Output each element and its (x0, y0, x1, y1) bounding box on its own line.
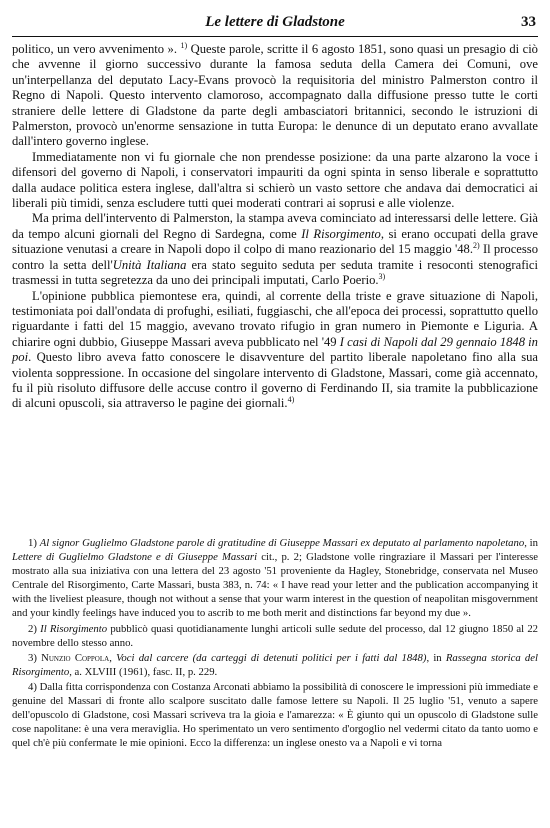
italic-title: Voci dal carcere (da carteggi di detenuti politici per i fatti dal 1848) (116, 651, 427, 664)
italic-title: Al signor Guglielmo Gladstone parole di gratitudine di Giuseppe Massari ex deputato al parlamento napoletano (39, 537, 525, 549)
text-run: , (109, 651, 117, 664)
text-run: , si erano occupati della grave situazione venutasi a creare in Napoli dopo il colpo di mano reazionario del 15 maggio '48. (12, 226, 539, 257)
text-run: , in (524, 537, 538, 549)
italic-title: Lettere di Guglielmo Gladstone e di Giuseppe Massari (12, 551, 258, 564)
main-text (12, 42, 538, 412)
footnote-number: 2) (28, 622, 37, 635)
text-run: , a. XLVIII (1961), fasc. II, p. 229. (69, 665, 218, 678)
footnote-2 (12, 622, 538, 650)
paragraph-1 (12, 42, 538, 150)
header-rule (12, 36, 538, 37)
text-run: Ma prima dell'intervento di Palmerston, la stampa aveva cominciato ad interessarsi delle lettere. Già da tempo alcuni giornali del Regno di Sardegna, come (12, 211, 538, 241)
footnote-1 (12, 536, 538, 621)
text-run: Il processo contro la setta dell' (12, 242, 538, 272)
italic-title: Rassegna storica del Risorgimento (12, 651, 538, 678)
running-title: Le lettere di Gladstone (205, 14, 345, 30)
italic-title: I casi di Napoli dal 29 gennaio 1848 in poi (12, 334, 538, 365)
footnote-ref[interactable]: 4) (287, 395, 295, 405)
footnote-3 (12, 651, 538, 679)
footnote-number: 4) (28, 680, 37, 693)
text-run: Queste parole, scritte il 6 agosto 1851, sono quasi un presagio di ciò che avvenne il giorno successivo durante la famosa seduta della Camera dei Comuni, ove un'interpellanza del deputato Lacy-Evans provocò la requisitoria del ministro Palmerston contro il Regno di Napoli. Questo intervento clamoroso, accompagnato dalla diffusione presso tutte le corti straniere delle lettere di Gladstone da parte degli ambasciatori britannici, secondo le istruzioni di Palmerston, provocò un'enorme sensazione in tutta Europa: le denunce di un deputato erano avvallate dall'intero governo inglese. (12, 42, 538, 149)
paragraph-3 (12, 211, 538, 288)
text-run: , in (426, 651, 446, 664)
italic-title: Unità Italiana (112, 257, 187, 272)
footnote-number: 1) (28, 537, 37, 549)
text-run: era stato seguito seduta per seduta tramite i resoconti stenografici trasmessi in tutta segretezza da uno dei principali imputati, Carlo Poerio. (12, 257, 538, 288)
italic-title: Il Risorgimento (301, 226, 381, 241)
paragraph-4 (12, 289, 538, 412)
text-run: cit., p. 2; Gladstone volle ringraziare il Massari per l'interesse mostrato alla sua iniziativa con una lettera del 23 agosto '51 proveniente da Hagley, Stonebridge, conservata nel Museo Centrale del Risorgimento, Carte Massari, busta 383, n. 74: « I have read your letter and the publication accompanying it with the liveliest pleasure, though not without a sense that your warm interest in the question of neapolitan misgovernment and your kindly feelings have induced you to ascrib to me both merit and distinctions far beyond my due ». (12, 551, 539, 620)
text-run: politico, un vero avvenimento ». (12, 42, 181, 56)
page-header (12, 10, 538, 36)
footnote-ref[interactable]: 2) (473, 241, 480, 251)
italic-title: Il Risorgimento (40, 622, 108, 635)
author-name: Nunzio Coppola (41, 651, 110, 664)
paragraph-2: Immediatamente non vi fu giornale che non prendesse posizione: da una parte alzarono la voce i difensori del governo di Napoli, i conservatori impauriti da ogni spinta in senso liberale e soprattutto dalla audace politica estera inglese, dall'altra si schierò un vasto settore che andava dai democratici ai liberali più timidi, senza escludere tutti quei moderati contrari ai soprusi e alle violenze. (12, 149, 538, 211)
footnote-ref[interactable]: 3) (378, 271, 386, 281)
text-run: L'opinione pubblica piemontese era, quindi, al corrente della triste e grave situazione di Napoli, testimoniata poi dall'ondata di profughi, esiliati, fuggiaschi, che all'epoca dei processi, soprattutto quello riguardante i fatti del 15 maggio, avevano trovato rifugio in gran numero in Piemonte e Liguria. A chiarire ogni dubbio, Giuseppe Massari aveva pubblicato nel '49 (12, 288, 538, 349)
footnote-ref[interactable]: 1) (180, 40, 188, 50)
text-run: pubblicò quasi quotidianamente lunghi articoli sulle sedute del processo, dal 12 giugno 1850 al 22 novembre dello stesso anno. (12, 622, 539, 649)
text-run: . Questo libro aveva fatto conoscere le disavventure del partito liberale napoletano fino alla sua violenta soppressione. In occasione del singolare intervento di Gladstone, Massari, come già accennato, fu il più risoluto diffusore delle accuse contro il governo di Ferdinando II, sia tramite la pubblicazione di alcuni opuscoli, sia attraverso le pagine dei giornali. (12, 350, 538, 411)
page-number: 33 (521, 14, 536, 30)
footnotes (12, 536, 538, 751)
footnote-4 (12, 680, 538, 750)
footnote-number: 3) (28, 651, 37, 664)
text-run: Dalla fitta corrispondenza con Costanza Arconati abbiamo la possibilità di conoscere le impressioni più immediate e genuine del Massari di fronte allo scalpore suscitato dalle famose lettere su Napoli. Il 25 luglio '51, venuto a sapere dell'opuscolo di Gladstone, così Massari scriveva tra la gioia e l'amarezza: « È giunto qui un opuscolo di Gladstone sulle cose napolitane: è una vera meraviglia. Ho sperimentato un vero sentimento d'orgoglio nel vedermi citato da tanto uomo e quel ch'è più confermate le mie opinioni. Ecco la differenza: un inglese onesto va a Napoli e vi torna (12, 680, 538, 750)
